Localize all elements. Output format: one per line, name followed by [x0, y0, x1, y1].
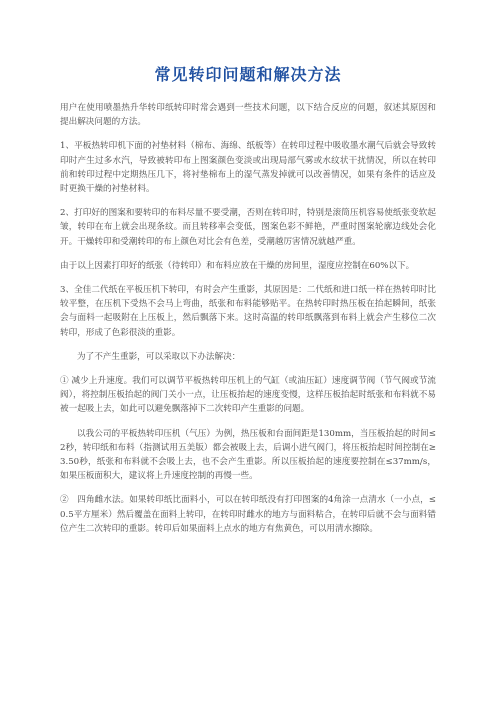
paragraph-1: 1、平板热转印机下面的衬垫材料（棉布、海绵、纸板等）在转印过程中吸收墨水潮气后就会导致转印时产生过多水汽，导致被转印布上图案颜色变淡或出现局部气雾或水纹状干扰情况，所以在转印前和转印过程中定期热压几下，将衬垫棉布上的湿气蒸发掉就可以改善情况，如果有条件的话应及时更换干燥的衬垫材料。: [60, 141, 436, 195]
paragraph-intro: 用户在使用喷墨热升华转印纸转印时常会遇到一些技术问题，以下结合反应的问题，叙述其原因和提出解决问题的方法。: [60, 103, 436, 128]
paragraph-humidity: 由于以上因素打印好的纸张（待转印）和布料应放在干燥的房间里，湿度应控制在60%以下。: [60, 260, 415, 271]
document-title: 常见转印问题和解决方法: [154, 65, 342, 84]
paragraph-3: 3、全佳二代纸在平板压机下转印，有时会产生重影，其原因是：二代纸和进口纸一样在热转印时比较平整，在压机下受热不会马上弯曲，纸张和布料能够贴平。在热转印时热压板在抬起瞬间，纸张会与面料一起吸附在上压板上，然后飘落下来。这时高温的转印纸飘落到布料上就会产生移位二次转印，形成了色彩很淡的重影。: [60, 285, 436, 338]
paragraph-2: 2、打印好的图案和要转印的布料尽量不要受潮，否则在转印时，特别是滚筒压机容易使纸张变软起皱，转印在布上就会出现条纹。而且转移率会变低，图案色彩不鲜艳，严重时图案轮廓边线处会化开。干燥转印和受潮转印的布上颜色对比会有色差，受潮越厉害情况就越严重。: [60, 208, 436, 247]
paragraph-solutions-intro: 为了不产生重影，可以采取以下办法解决：: [77, 351, 241, 362]
paragraph-solution-2: ② 四角雌水法。如果转印纸比面料小，可以在转印纸没有打印图案的4角涂一点清水（一小点，≤0.5平方厘米）然后覆盖在面料上转印，在转印时雌水的地方与面料粘合，在转印后就不会与面料错位产生二次转印的重影。转印后如果面料上点水的地方有焦黄色，可以用清水擦除。: [60, 495, 436, 534]
paragraph-example: 以我公司的平板热转印压机（气压）为例，热压板和台面间距是130mm，当压板抬起的时间≤2秒，转印纸和布料（指测试用五美版）都会被吸上去，后调小进气阀门，将压板抬起时间控制在≥3.50秒，纸张和布料就不会吸上去，也不会产生重影。所以压板抬起的速度要控制在≤37mm/s，如果压板面积大，建议将上升速度控制的再慢一些。: [60, 428, 436, 482]
paragraph-solution-1: ① 减少上升速度。我们可以调节平板热转印压机上的气缸（或油压缸）速度调节阀（节气阀或节流阀），将控制压板抬起的阀门关小一点，让压板抬起的速度变慢，这样压板抬起时纸张和布料就不易被一起吸上去，如此可以避免飘落掉下二次转印产生重影的问题。: [60, 376, 436, 415]
